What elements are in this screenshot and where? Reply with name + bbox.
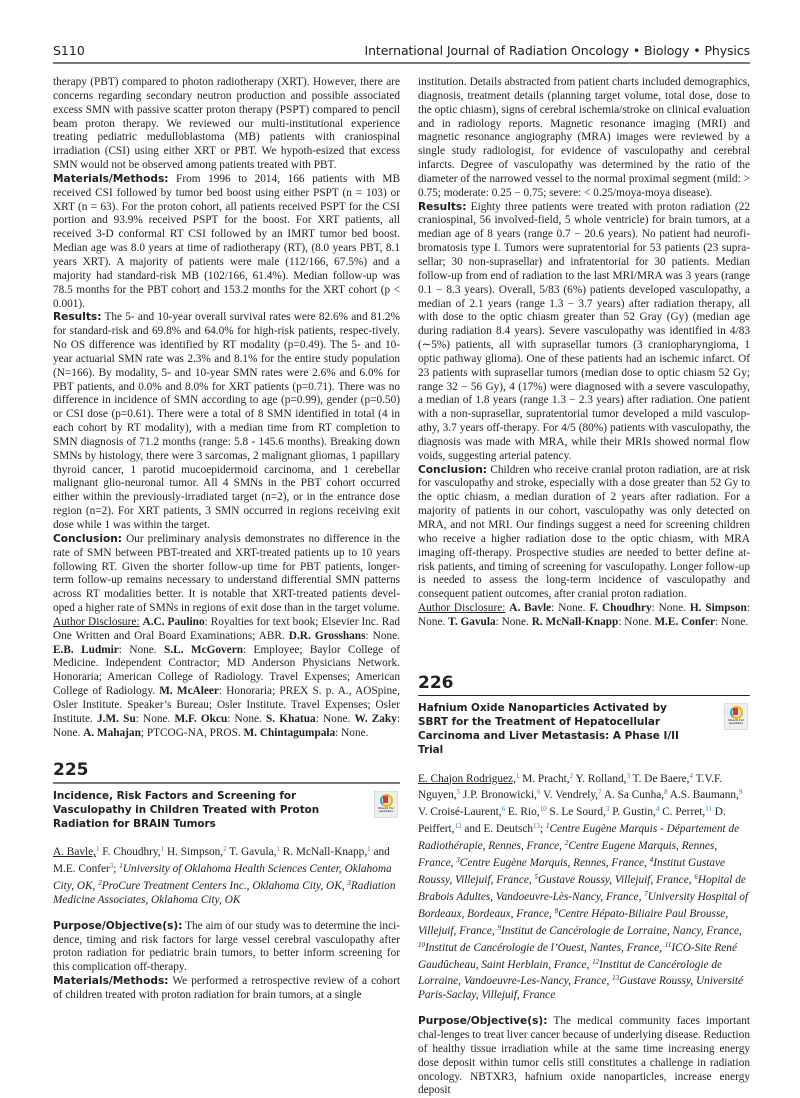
disclosure-author-name: H. Simpson (689, 602, 747, 615)
affiliation-marker[interactable]: 1 (515, 771, 520, 780)
author-name: E. Rio, (505, 806, 540, 819)
author-name: H. Simpson, (164, 846, 224, 859)
affiliation-number: 3 (456, 856, 460, 865)
affiliation-number: 10 (418, 940, 425, 949)
affiliation-marker[interactable]: 2 (569, 771, 574, 780)
page-number: S110 (53, 43, 85, 58)
affiliation-text: Centre Hépato-Biliaire Paul Brousse, Villejuif, France, (418, 907, 729, 937)
affiliation-number: 11 (664, 940, 672, 949)
disclosure-label: Author Disclosure: (418, 602, 506, 615)
author-name: D. Peiffert, (418, 806, 726, 836)
affiliation-marker[interactable]: 7 (598, 788, 602, 797)
affiliation-text: Institut de Cancérologie de Lorraine, Nancy, France, (500, 924, 742, 937)
affiliation-marker[interactable]: 8 (664, 788, 668, 797)
abstract-225-purpose: Purpose/Objective(s): The aim of our study was to determine the inci-dence, timing and risk factors for large vessel cerebral vasculopathy after proton radiation for pediatric brain tumors, to better inform screening for this complication off-therapy. (53, 919, 400, 974)
disclosure-text: : None. (418, 602, 750, 628)
disclosure-author-name: A. Bavle (509, 602, 552, 615)
affiliation-text: Centre Eugène Marquis - Département de Radiothérapie, Rennes, France, (418, 823, 740, 853)
disclosure-author-name: M. McAleer (159, 685, 219, 698)
disclosure-label: Author Disclosure: (53, 615, 140, 628)
affiliation-marker[interactable]: 11 (705, 805, 712, 814)
disclosure-author-name: A.C. Paulino (142, 615, 205, 628)
author-name: M. Pracht, (519, 772, 570, 785)
presenting-author: E. Chajon Rodriguez, (418, 772, 516, 785)
author-name: V. Vendrely, (540, 789, 599, 802)
disclosure-text: : None. (618, 615, 655, 628)
abstract-225-results: Results: Eighty three patients were treated with proton radiation (22 craniospinal, 56 involved-field, 5 whole ventricle) for brain tumors, at a median age of 8 years (range 0.7 − 20.6 years). No patient had neurofi-bromatosis type I. Tumors were supratentorial for 53 patients (23 supra-sellar; 30 non-suprasellar) and infratentorial for 30 patients. Median follow-up from end of radiation to the last MRI/MRA was 3 years (range 0.1 − 8.3 years). Overall, 5/83 (6%) patients developed vasculopathy, a median of 2.1 years (range 1.3 − 3.7 years) after radiation therapy, all with dose to the optic chiasm greater than 52 Gray (Gy) (median age during radiation 8.4 years). Severe vasculopathy was identified in 4/83 (∼5%) patients, all with suprasellar tumors (3 craniopharyngioma, 1 optic pathway glioma). One of these patients had an ischemic infarct. Of 23 patients with suprasellar tumors (median dose to optic chiasm 52 Gy; range 32 − 56 Gy), 4 (17%) were diagnosed with a severe vasculopathy, a median of 1.8 years (range 1.3 − 2.3 years) after radiation. One patient with a non-suprasellar, supratentorial tumor developed a mild vasculop-athy, 3.7 years off-therapy. For 4/5 (80%) patients with vasculopathy, the diagnosis was made with MRA, while their MRIs showed normal flow voids, suggesting arterial patency. (418, 200, 750, 462)
disclosure-text: : None. (315, 712, 355, 725)
disclosure-text: : None. (715, 615, 749, 628)
journal-title: International Journal of Radiation Oncology • Biology • Physics (364, 43, 750, 58)
affiliations (418, 823, 748, 1001)
affiliation-marker[interactable]: 1 (367, 845, 371, 854)
affiliation-marker[interactable]: 1 (276, 845, 280, 854)
disclosure-text: : None. (651, 602, 690, 615)
affiliation-marker[interactable]: 4 (655, 805, 660, 814)
disclosure-author-name: J.M. Su (97, 712, 136, 725)
affiliation-marker[interactable]: 2 (223, 845, 227, 854)
disclosure-author-name: M.F. Okcu (174, 712, 228, 725)
section-label: Results: (418, 200, 467, 213)
affiliation-marker[interactable]: 5 (456, 788, 461, 797)
author-name: J.P. Bronowicki, (460, 789, 537, 802)
disclosure-author-name: S. Khatua (266, 712, 316, 725)
abstract-224-conclusion: Conclusion: Our preliminary analysis demonstrates no difference in the rate of SMN between PBT-treated and XRT-treated patients up to 10 years following RT. Given the shorter follow-up time for PBT patients, longer-term follow-up remains necessary to understand differential SMN patterns across RT modalities better. It is notable that XRT-treated patients devel-oped a higher rate of SMNs in regions of exit dose than in the target volume. (53, 532, 400, 615)
disclosure-text: : Royalties for text book; Elsevier Inc. Rad One Written and Oral Board Examinations; ABR. (53, 615, 400, 642)
author-name: T. Gavula, (226, 846, 277, 859)
abstract-224-disclosure (53, 616, 400, 741)
author-name: R. McNall-Knapp, (279, 846, 368, 859)
affiliation-text: Radiation Medicine Associates, Oklahoma City, OK (53, 879, 396, 906)
affiliation-number: 2 (98, 878, 102, 887)
affiliation-number: 4 (649, 856, 654, 865)
section-label: Materials/Methods: (53, 172, 169, 185)
author-name: and E. Deutsch (461, 823, 534, 836)
disclosure-text: : None. (118, 643, 165, 656)
affiliation-marker[interactable]: 6 (501, 805, 506, 814)
affiliation-text: Gustave Roussy, Villejuif, France, (538, 874, 695, 886)
affiliation-text: Hopital de Brabois Adultes, Vandoeuvre-Lès-Nancy, France, (418, 874, 746, 903)
affiliation-text: Institut de Cancérologie de l’Ouest, Nantes, France, (425, 941, 665, 954)
affiliation-number: 3 (347, 878, 351, 887)
disclosure-author-name: T. Gavula (448, 615, 496, 628)
disclosure-text: : None. (335, 726, 369, 739)
abstract-224-continued-text: therapy (PBT) compared to photon radiotherapy (XRT). However, there are concerns regarding secondary neutron production and possible associated excess SMN with passive scatter proton therapy (PSPT) compared to pencil beam proton therapy. We reviewed our multi-institutional experience treating pediatric medulloblastoma (MB) patients with craniospinal irradiation (CSI) using either XRT or PBT. We hypoth-esized that excess SMN would not be observed among patients treated with PBT. (53, 76, 400, 172)
affiliation-marker[interactable]: 3 (109, 862, 114, 871)
disclosure-author-name: R. McNall-Knapp (531, 615, 619, 628)
disclosure-text: ; PTCOG-NA, PROS. (140, 726, 244, 739)
affiliation-number: 1 (119, 862, 123, 871)
disclosure-author-name: M. Chintagumpala (243, 726, 336, 739)
author-list: E. Chajon Rodriguez,$^1$ M. Pracht,$^2$ Y. Rolland,$^3$ T. De Baere,$^4$ T.V.F. Nguyen,$^5$ J.P. Bronowicki,$^6$ V. Vendrely,$^7$ A. Sa Cunha,$^8$ A.S. Baumann,$^9$ V. Croisé-Laurent,$^6$ E. Rio,$^{10}$ S. Le Sourd,$^3$ P. Gustin,$^4$ C. Perret,$^{11}$ D. Peiffert,$^{12}$ and E. Deutsch$^{13}$; $^1$Centre Eugène Marquis - Département de Radiothérapie, Rennes, France, $^2$Centre Eugene Marquis, Rennes, France, $^3$Centre Eugène Marquis, Rennes, France, $^4$Institut Gustave Roussy, Villejuif, France, $^5$Gustave Roussy, Villejuif, France, $^6$Hopital de Brabois Adultes, Vandoeuvre-Lès-Nancy, France, $^7$University Hospital of Bordeaux, Bordeaux, France, $^8$Centre Hépato-Biliaire Paul Brousse, Villejuif, France, $^9$Institut de Cancérologie de Lorraine, Nancy, France, $^{10}$Institut de Cancérologie de l’Ouest, Nantes, France, $^{11}$ICO-Site René Gaudûcheau, Saint Herblain, France, $^{12}$Institut de Cancérologie de Lorraine, Vandoeuvre-Les-Nancy, France, $^{13}$Gustave Roussy, Université Paris-Saclay, Villejuif, France (418, 771, 749, 1002)
affiliation-marker[interactable]: 3 (626, 771, 630, 780)
affiliation-text: University of Oklahoma Health Sciences Center, Oklahoma City, OK, (53, 863, 392, 892)
left-column (53, 76, 400, 1003)
affiliation-marker[interactable]: 10 (539, 805, 547, 814)
check-for-updates-icon[interactable]: Check for updates (724, 703, 748, 730)
abstract-224-methods: Materials/Methods: From 1996 to 2014, 166 patients with MB received CSI followed by tumor bed boost using either PSPT (n = 103) or XRT (n = 63). For the proton cohort, all patients received PSPT for the CSI portion and 93.9% received PSPT for the boost. For XRT patients, all received 3-D conformal RT CSI followed by an IMRT tumor bed boost. Median age was 8.0 years at time of radiotherapy (RT), (8.0 years PBT, 8.1 years XRT). A majority of patients were male (112/166, 67.5%) and a majority had standard-risk MB (102/166, 61.4%). Median follow-up was 78.5 months for the PBT cohort and 153.2 months for the XRT cohort (p < 0.001). (53, 172, 400, 310)
author-name: A.S. Baumann, (667, 789, 739, 802)
disclosure-author-name: E.B. Ludmir (53, 643, 119, 656)
disclosure-text: : Employee; Baylor College of Medicine. Independent Contractor; MD Anderson Physicians Network. Honoraria; American College of Radiology. Travel Expenses; American College of Radiology. (53, 643, 400, 698)
disclosure-author-name: S.L. McGovern (164, 643, 243, 656)
abstract-225-methods-continued: institution. Details abstracted from patient charts included demographics, diagnosis, treatment details (planning target volume, total dose, dose to the optic chiasm), signs of cerebral ischemia/stroke on clinical evaluation and in radiology reports. Magnetic resonance imaging (MRI) and magnetic resonance angiography (MRA) images were reviewed by a single study radiologist, for evidence of vasculopathy and cerebral infarcts. Degree of vasculopathy was determined by the ratio of the diameter of the narrowed vessel to the normal proximal segment (mild: > 0.75; moderate: 0.25 − 0.75; severe: < 0.25/moya-moya disease). (418, 76, 750, 199)
affiliation-text: Centre Eugene Marquis, Rennes, France, (418, 840, 718, 870)
abstract-title: Hafnium Oxide Nanoparticles Activated by SBRT for the Treatment of Hepatocellular Carcinoma and Liver Metastasis: A Phase I/II Trial Check for updates (418, 701, 750, 758)
author-list: A. Bavle,$^1$ F. Choudhry,$^1$ H. Simpson,$^2$ T. Gavula,$^1$ R. McNall-Knapp,$^1$ and M.E. Confer$^3$; $^1$University of Oklahoma Health Sciences Center, Oklahoma City, OK, $^2$ProCure Treatment Centers Inc., Oklahoma City, OK, $^3$Radiation Medicine Associates, Oklahoma City, OK (53, 845, 396, 906)
author-name: F. Choudhry, (99, 846, 161, 859)
abstract-number: 226 (418, 672, 750, 696)
author-name: P. Gustin, (609, 806, 656, 819)
affiliation-text: Gustave Roussy, Université Paris-Saclay, Villejuif, France (418, 975, 744, 1002)
disclosure-author-name: A. Mahajan (83, 726, 141, 739)
affiliation-text: Centre Eugène Marquis, Rennes, France, (459, 857, 650, 870)
section-label: Results: (53, 311, 102, 324)
disclosure-text: : None. (135, 712, 175, 725)
affiliation-number: 7 (644, 889, 648, 898)
abstract-225-methods: Materials/Methods: We performed a retrospective review of a cohort of children treated with proton radiation for brain tumors, at a single (53, 975, 400, 1001)
affiliation-marker[interactable]: 1 (95, 845, 100, 854)
affiliation-number: 2 (564, 839, 569, 848)
affiliation-text: ProCure Treatment Centers Inc., Oklahoma City, OK, (101, 879, 348, 892)
section-label: Conclusion: (53, 532, 123, 545)
disclosure-text: : None. (495, 615, 532, 628)
abstract-225-conclusion: Conclusion: Children who receive cranial proton radiation, are at risk for vasculopathy and stroke, especially with a dose greater than 52 Gy to the optic chiasm, a median duration of 2 years after radiation. For a majority of patients in our cohort, vasculopathy was only detected on MRA, and not MRI. Our findings suggest a need for screening children who receive a higher radiation dose to the optic chiasm, with MRA imaging off-therapy. Prospective studies are needed to better define at-risk patients, and timing of screening for vasculopathy. Longer follow-up is needed to assess the long-term incidence of vasculopathy and consequent patient outcomes, after cranial proton radiation. (418, 463, 750, 601)
affiliation-number: 6 (694, 873, 698, 881)
disclosure-author-name: W. Zaky (354, 712, 397, 725)
affiliation-marker[interactable]: 3 (605, 805, 610, 814)
affiliation-marker[interactable]: 4 (689, 771, 693, 780)
section-label: Conclusion: (418, 463, 488, 476)
section-label: Purpose/Objective(s): (53, 919, 183, 932)
affiliation-text: Institut de Cancérologie de Lorraine, Vandoeuvre-Les-Nancy, France, (418, 958, 723, 988)
affiliation-number: 1 (546, 822, 550, 831)
affiliation-number: 5 (534, 873, 539, 881)
abstract-number: 225 (53, 759, 400, 784)
affiliation-marker[interactable]: 9 (738, 788, 743, 797)
abstract-226-purpose: Purpose/Objective(s): The medical community faces important chal-lenges to treat liver cancer because of underlying disease. Reduction of healthy tissue irradiation while at the same time increasing energy dose deposit within tumor cells still constitutes a challenge in radiation oncology. NBTXR3, hafnium oxide nanoparticles, increase energy deposit (418, 1015, 750, 1097)
disclosure-text: : Honoraria; PREX S. p. A., AOSpine, Osler Institute. Speaker’s Bureau; Osler Institute. Travel Expenses; Osler Institute. (53, 685, 401, 725)
disclosure-text: : None. (365, 629, 400, 642)
affiliation-number: 13 (612, 974, 620, 983)
affiliation-marker[interactable]: 13 (533, 822, 541, 831)
disclosure-text: : None. (227, 712, 267, 725)
affiliation-text: University Hospital of Bordeaux, Bordeaux, France, (418, 890, 749, 920)
affiliation-marker[interactable]: 6 (536, 788, 541, 797)
affiliation-text: ICO-Site René Gaudûcheau, Saint Herblain, France, (418, 941, 737, 971)
abstract-225-disclosure (418, 602, 750, 630)
author-name: and M.E. Confer (53, 846, 390, 876)
abstract-224-results: Results: The 5- and 10-year overall survival rates were 82.6% and 81.2% for standard-risk and 69.8% and 64.0% for high-risk patients, respec-tively. No OS difference was identified by RT modality (p=0.49). The 5- and 10-year actuarial SMN rate was 2.3% and 8.1% for the entire study population (N=166). By modality, 5- and 10-year SMN rates were 2.6% and 6.0% for PBT patients, and 0.0% and 8.0% for XRT patients (p=0.71). There was no difference in incidence of SMN according to age (p=0.99), gender (p=0.50) or CSI dose (p=0.61). There were a total of 8 SMN identified in total (4 in each cohort by RT modality), with a median time from RT completion to SMN diagnosis of 71.2 months (range: 5.8 - 145.6 months). Breaking down SMNs by histology, there were 3 sarcomas, 2 malignant gliomas, 1 papillary thyroid cancer, 1 parotid mucoepidermoid carcinoma, and 1 cerebellar malignant glio-neuronal tumor. All 4 SMNs in the PBT cohort occurred either within the previously-irradiated target (n=2), or in the entrance dose region (n=2). For XRT patients, 3 SMN occurred in regions receiving exit dose while 1 was within the target. (53, 311, 400, 531)
presenting-author: A. Bavle, (53, 846, 96, 859)
section-label: Purpose/Objective(s): (418, 1015, 548, 1028)
check-for-updates-icon[interactable]: Check for updates (374, 791, 398, 818)
abstract-title: Incidence, Risk Factors and Screening for Vasculopathy in Children Treated with Proton Radiation for BRAIN Tumors Check for updates (53, 789, 400, 832)
author-name: V. Croisé-Laurent, (418, 806, 502, 819)
disclosure-text: : None. (53, 712, 400, 739)
affiliation-marker[interactable]: 1 (160, 845, 165, 854)
right-column (418, 76, 750, 1098)
author-name: Y. Rolland, (573, 772, 627, 785)
running-header (53, 40, 750, 64)
author-name: S. Le Sourd, (546, 806, 606, 819)
affiliation-number: 9 (497, 923, 501, 932)
affiliation-number: 12 (592, 957, 600, 966)
author-name: C. Perret, (659, 806, 706, 819)
section-label: Materials/Methods: (53, 975, 169, 988)
author-name: T. De Baere, (629, 772, 690, 785)
affiliation-number: 8 (554, 906, 559, 915)
disclosure-author-name: M.E. Confer (654, 615, 715, 628)
author-name: A. Sa Cunha, (601, 789, 665, 802)
disclosure-author-name: F. Choudhry (589, 602, 652, 615)
author-name: T.V.F. Nguyen, (418, 772, 723, 802)
disclosure-author-name: D.R. Grosshans (288, 629, 366, 642)
disclosure-text: : None. (551, 602, 590, 615)
affiliation-text: Institut Gustave Roussy, Villejuif, France, (418, 857, 726, 886)
affiliation-marker[interactable]: 12 (454, 822, 462, 831)
